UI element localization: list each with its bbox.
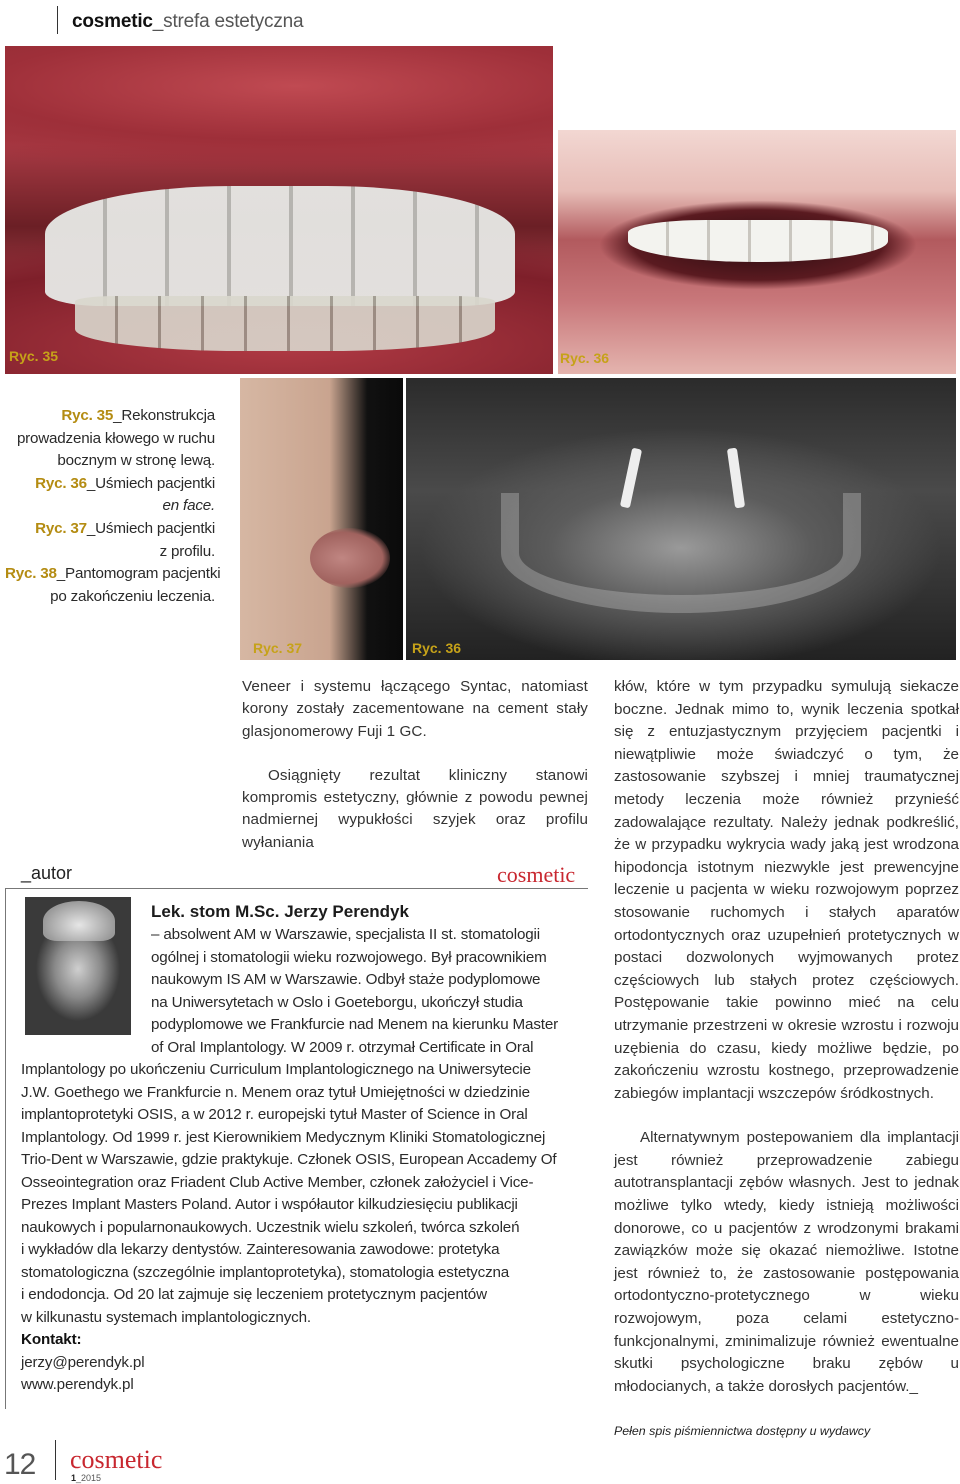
article-middle-column: [242, 676, 588, 876]
paragraph: kłów, które w tym przypadku symulują siekacze boczne. Jednak mimo to, wynik leczenia spotkał się z entuzjastycznym przyjęciem pacjentki i niewątpliwie może świadczyć o tym, że zastosowanie szybszej i mniej traumatycznej metody leczenia może również przynieść zadowalające rezultaty. Należy jednak podkreślić, że w przypadku wykrycia wady jaką jest wrodzona hipodoncja istotnym niezwykle jest prewencyjne leczenie u pacjenta w wieku rozwojowym poprzez stosowanie ruchomych i stałych aparatów ortodontycznych oraz uzupełnień protetycznych w postaci dozwolonych wyjmowanych protez częściowych lub stałych protez częściowych. Postępowanie takie powinno mieć na celu utrzymanie przestrzeni w okresie wzrostu i rozwoju uzębienia do czasu, kiedy możliwe będzie, po zakończeniu wzrostu kostnego, przeprowadzenie zabiegów implantacji wszczepów śródkostnych.: [614, 678, 959, 1102]
author-brand-logo: cosmetic: [497, 862, 576, 887]
photo-label-ryc37: Ryc. 37: [253, 640, 303, 656]
header-section: _strefa estetyczna: [152, 11, 304, 32]
footer-brand: cosmetic: [70, 1445, 163, 1474]
running-header: [72, 11, 303, 33]
paragraph: Veneer i systemu łączącego Syntac, natomiast korony zostały zacementowane na cement stały glasjonomerowy Fuji 1 GC.: [242, 678, 588, 740]
photo-label-ryc35: Ryc. 35: [9, 348, 59, 364]
paragraph: Alternatywnym postepowaniem dla implantacji jest również przeprowadzenie zabiegu autotransplantacji zębów własnych. Jest to jednak możliwe tylko wtedy, kiedy istnieją możliwości donorowe, co u pacjentów z wrodzonymi brakami zawiązków może się okazać niemożliwe. Istotne jest również to, że zastosowanie postępowania ortodontyczno-protetycznego w wieku rozwojowym, poza celami estetyczno-funkcjonalnymi, zminimalizuje również ewentualne skutki psychologiczne braku zębów u młodocianych, a także dorosłych pacjentów._: [614, 1129, 959, 1395]
contact-label: Kontakt:: [21, 1331, 82, 1348]
photo-ryc38-pantomogram: [406, 378, 956, 660]
photo-ryc35-teeth-lateral: [5, 46, 553, 374]
author-name: Lek. stom M.Sc. Jerzy Perendyk: [151, 902, 409, 921]
photo-ryc37-smile-profile: [240, 378, 403, 660]
article-right-column: [614, 676, 959, 1443]
references-note: Pełen spis piśmiennictwa dostępny u wydawcy: [614, 1424, 871, 1439]
photo-ryc36-smile-front: [558, 130, 956, 374]
photo-label-ryc36: Ryc. 36: [560, 350, 610, 366]
header-rule: [57, 6, 58, 34]
author-divider: [5, 888, 588, 889]
author-bio: – absolwent AM w Warszawie, specjalista II st. stomatologii ogólnej i stomatologii wieku rozwojowego. Był pracownikiem naukowym IS AM w Warszawie. Odbył staże podyplomowe na Uniwersytetach w Oslo i Goeteborgu, ukończył studia podyplomowe we Frankfurcie nad Menem na kierunku Master of Oral Implantology. W 2009 r. otrzymał Certificate in Oral Implantology po ukończeniu Curriculum Implantologicznego na Uniwersytecie J.W. Goethego we Frankfurcie n. Menem oraz tytuł Umiejętności w dziedzinie implantoprotetyki OSIS, a w 2012 r. europejski tytuł Master of Science in Oral Implantology. Od 1999 r. jest Kierownikiem Medycznym Kliniki Stomatologicznej Trio-Dent w Warszawie, gdzie praktykuje. Członek OSIS, European Accademy Of Osseointegration oraz Friadent Club Active Member, członek założyciel i Vice- Prezes Implant Masters Poland. Autor i współautor kilkudziesięciu publikacji naukowych i popularnonaukowych. Uczestnik wielu szkoleń, twórca szkoleń i wykładów dla lekarzy dentystów. Zainteresowania zawodowe: protetyka stomatologiczna (szczególnie implantoprotetyka), stomatologia estetyczna i endodoncja. Od 20 lat zajmuje się leczeniem protetycznym pacjentów w kilkunastu systemach implantologicznych. Kontakt: jerzy@perendyk.pl www.perendyk.pl: [21, 924, 581, 1397]
author-section-label: _autor: [21, 863, 73, 883]
contact-website[interactable]: www.perendyk.pl: [21, 1376, 134, 1393]
author-side-rule: [5, 889, 6, 1409]
figure-captions: Ryc. 35_Rekonstrukcja prowadzenia kłowego w ruchu bocznym w stronę lewą. Ryc. 36_Uśmiech pacjentki en face. Ryc. 37_Uśmiech pacjentki z profilu. Ryc. 38_Pantomogram pacjentki po zakończeniu leczenia.: [5, 407, 221, 605]
header-brand: cosmetic: [72, 11, 153, 32]
photo-label-ryc38: Ryc. 36: [412, 640, 462, 656]
footer-issue: 1_2015: [71, 1473, 102, 1483]
paragraph: Osiągnięty rezultat kliniczny stanowi kompromis estetyczny, głównie z powodu pewnej nadmiernej wypukłości szyjek oraz profilu wyłaniania: [242, 766, 588, 851]
page-number: 12: [4, 1448, 36, 1481]
footer-rule: [55, 1440, 56, 1480]
contact-email[interactable]: jerzy@perendyk.pl: [21, 1353, 145, 1371]
